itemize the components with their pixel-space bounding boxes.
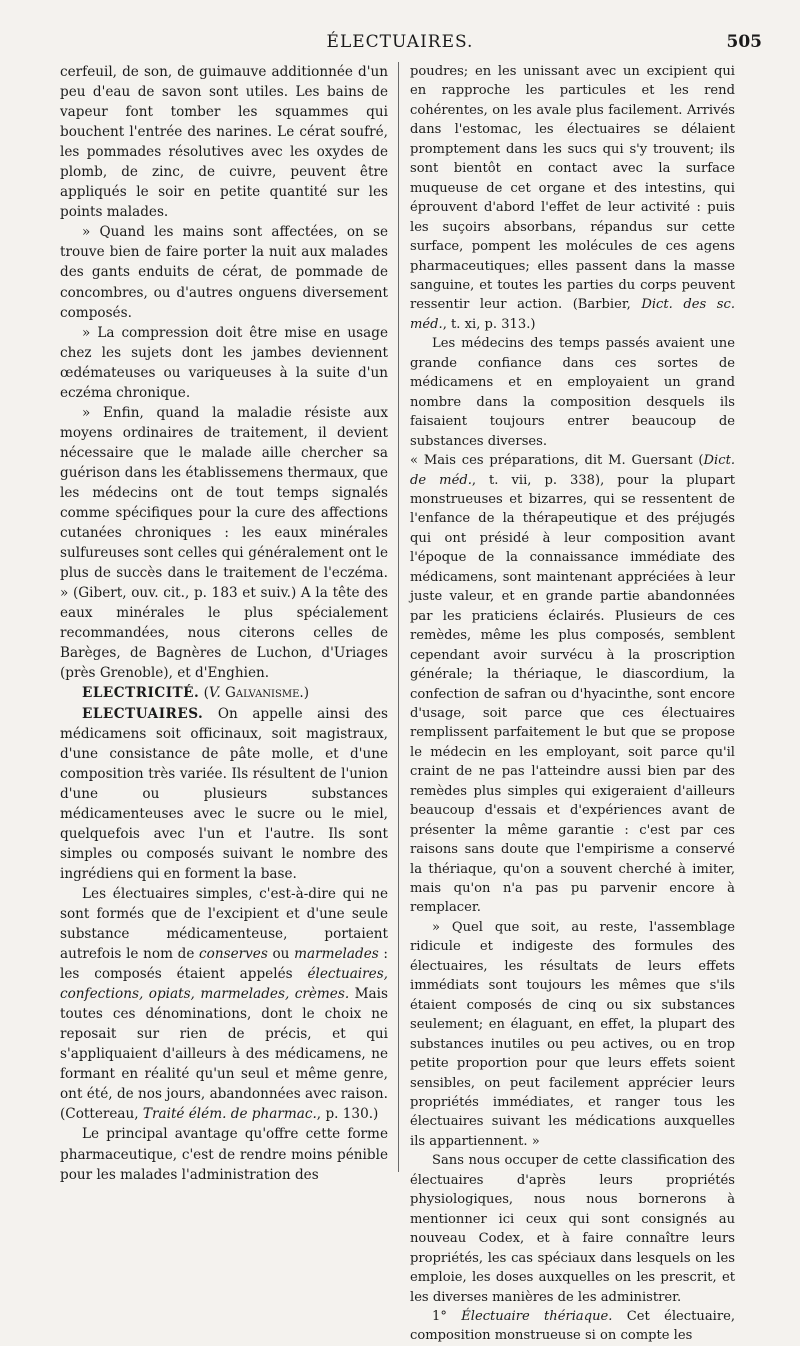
page-number: 505: [726, 32, 762, 52]
left-column: [60, 62, 388, 1185]
paragraph: « Mais ces préparations, dit M. Guersant (Dict. de méd., t. vii, p. 338), pour la plupart monstrueuses et bizarres, qui se ressentent de l'enfance de la thérapeutique et des préjugés qui ont présidé à leur composition avant l'époque de la connaissance immédiate des médicamens, sont maintenant appréciées à leur juste valeur, et en grande partie abandonnées par les praticiens éclairés. Plusieurs de ces remèdes, même les plus composés, semblent cependant avoir survécu à la proscription générale; la thériaque, le diascordium, la confection de safran ou d'hyacinthe, sont encore d'usage, soit parce que ces électuaires remplissent parfaitement le but que se propose le médecin en les employant, soit parce qu'il craint de ne pas l'atteindre aussi bien par des remèdes plus simples qui exigeraient d'ailleurs beaucoup d'essais et d'expériences avant de présenter la même garantie : c'est par ces raisons sans doute que l'empirisme a conservé la thériaque, qu'on a souvent cherché à imiter, mais qu'on n'a pas pu parvenir encore à remplacer.: [410, 453, 735, 916]
entry-electuaires: [60, 704, 388, 884]
column-divider: [398, 62, 399, 1172]
paragraph: » La compression doit être mise en usage chez les sujets dont les jambes deviennent œdémateuses ou variqueuses à la suite d'un eczéma chronique.: [60, 324, 388, 401]
paragraph: Les médecins des temps passés avaient une grande confiance dans ces sortes de médicamens et en employaient un grand nombre dans la composition desquels ils faisaient toujours entrer beaucoup de substances diverses.: [410, 336, 735, 449]
paragraph: Sans nous occuper de cette classification des électuaires d'après leurs propriétés physiologiques, nous nous bornerons à mentionner ici ceux qui sont consignés au nouveau Codex, et à faire connaître leurs propriétés, les cas spéciaux dans lesquels on les emploie, les doses auxquelles on les prescrit, et les diverses manières de les administrer.: [410, 1153, 735, 1305]
entry-electricite: ELECTRICITÉ. (V. Galvanisme.): [82, 685, 310, 702]
paragraph: » Enfin, quand la maladie résiste aux moyens ordinaires de traitement, il devient nécessaire que le malade aille chercher sa guérison dans les établissemens thermaux, que les médecins ont de tout temps signalés comme spécifiques pour la cure des affections cutanées chroniques : les eaux minérales sulfureuses sont celles qui généralement ont le plus de succès dans le traitement de l'eczéma. » (Gibert, ouv. cit., p. 183 et suiv.) A la tête des eaux minérales le plus spécialement recommandées, nous citerons celles de Barèges, de Bagnères de Luchon, d'Uriages (près Grenoble), et d'Enghien.: [60, 404, 388, 682]
paragraph: 1° Électuaire thériaque. Cet électuaire, composition monstrueuse si on compte les: [410, 1309, 735, 1344]
citation: Dict. des sc. méd.: [410, 297, 735, 332]
entry-headword: ELECTUAIRES.: [82, 705, 204, 722]
paragraph: Le principal avantage qu'offre cette forme pharmaceutique, c'est de rendre moins pénible pour les malades l'administration des: [60, 1126, 388, 1183]
paragraph: » Quand les mains sont affectées, on se trouve bien de faire porter la nuit aux malades des gants enduits de cérat, de pommade de concombres, ou d'autres onguens diversement composés.: [60, 224, 388, 321]
paragraph: Les électuaires simples, c'est-à-dire qui ne sont formés que de l'excipient et d'une seule substance médicamenteuse, portaient autrefois le nom de conserves ou marmelades : les composés étaient appelés électuaires, confections, opiats, marmelades, crèmes. Mais toutes ces dénominations, dont le choix ne reposait sur rien de précis, et qui s'appliquaient d'ailleurs à des médicamens, ne formant en réalité qu'un seul et même genre, ont été, de nos jours, abandonnées avec raison. (Cottereau, Traité élém. de pharmac., p. 130.): [60, 885, 388, 1123]
page-header: [0, 32, 800, 56]
subentry-title: Électuaire thériaque.: [461, 1309, 613, 1324]
entry-headword: ELECTRICITÉ.: [82, 685, 200, 702]
paragraph: » Quel que soit, au reste, l'assemblage ridicule et indigeste des formules des électuaires, les résultats de leurs effets immédiats sont toujours les mêmes que s'ils étaient composés de cinq ou six substances seulement; en élaguant, en effet, la plupart des substances inutiles ou peu actives, ou en trop petite proportion pour que leurs effets soient sensibles, on peut facilement apprécier leurs propriétés immédiates, et ranger tous les électuaires suivant les médications auxquelles ils appartiennent. »: [410, 919, 735, 1149]
entry-definition: On appelle ainsi des médicamens soit officinaux, soit magistraux, d'une consistance de pâte molle, et d'une composition très variée. Ils résultent de l'union d'une ou plusieurs substances médicamenteuses avec le sucre ou le miel, quelquefois avec l'un et l'autre. Ils sont simples ou composés suivant le nombre des ingrédiens qui en forment la base.: [60, 705, 388, 882]
paragraph: poudres; en les unissant avec un excipient qui en rapproche les particules et les rend cohérentes, on les avale plus facilement. Arrivés dans l'estomac, les électuaires se délaient promptement dans les sucs qui s'y trouvent; ils sont bientôt en contact avec la surface muqueuse de cet organe et des intestins, qui éprouvent d'abord l'effet de leur activité : puis les suçoirs absorbans, répandus sur cette surface, pompent les molécules de ces agens pharmaceutiques; elles passent dans la masse sanguine, et toutes les parties du corps peuvent ressentir leur action. (Barbier, Dict. des sc. méd., t. xi, p. 313.): [410, 64, 735, 332]
running-title: ÉLECTUAIRES.: [326, 32, 474, 52]
paragraph: cerfeuil, de son, de guimauve additionnée d'un peu d'eau de savon sont utiles. Les bains de vapeur font tomber les squammes qui bouchent l'entrée des narines. Le cérat soufré, les pommades résolutives avec les oxydes de plomb, de zinc, de cuivre, peuvent être appliqués le soir en petite quantité sur les points malades.: [60, 64, 388, 221]
cross-reference: Galvanisme: [225, 685, 300, 702]
right-column: [410, 62, 735, 1346]
citation: Dict. de méd.: [410, 453, 735, 488]
see-also-marker: V.: [208, 685, 221, 702]
citation: Traité élém. de pharmac.: [142, 1106, 317, 1123]
